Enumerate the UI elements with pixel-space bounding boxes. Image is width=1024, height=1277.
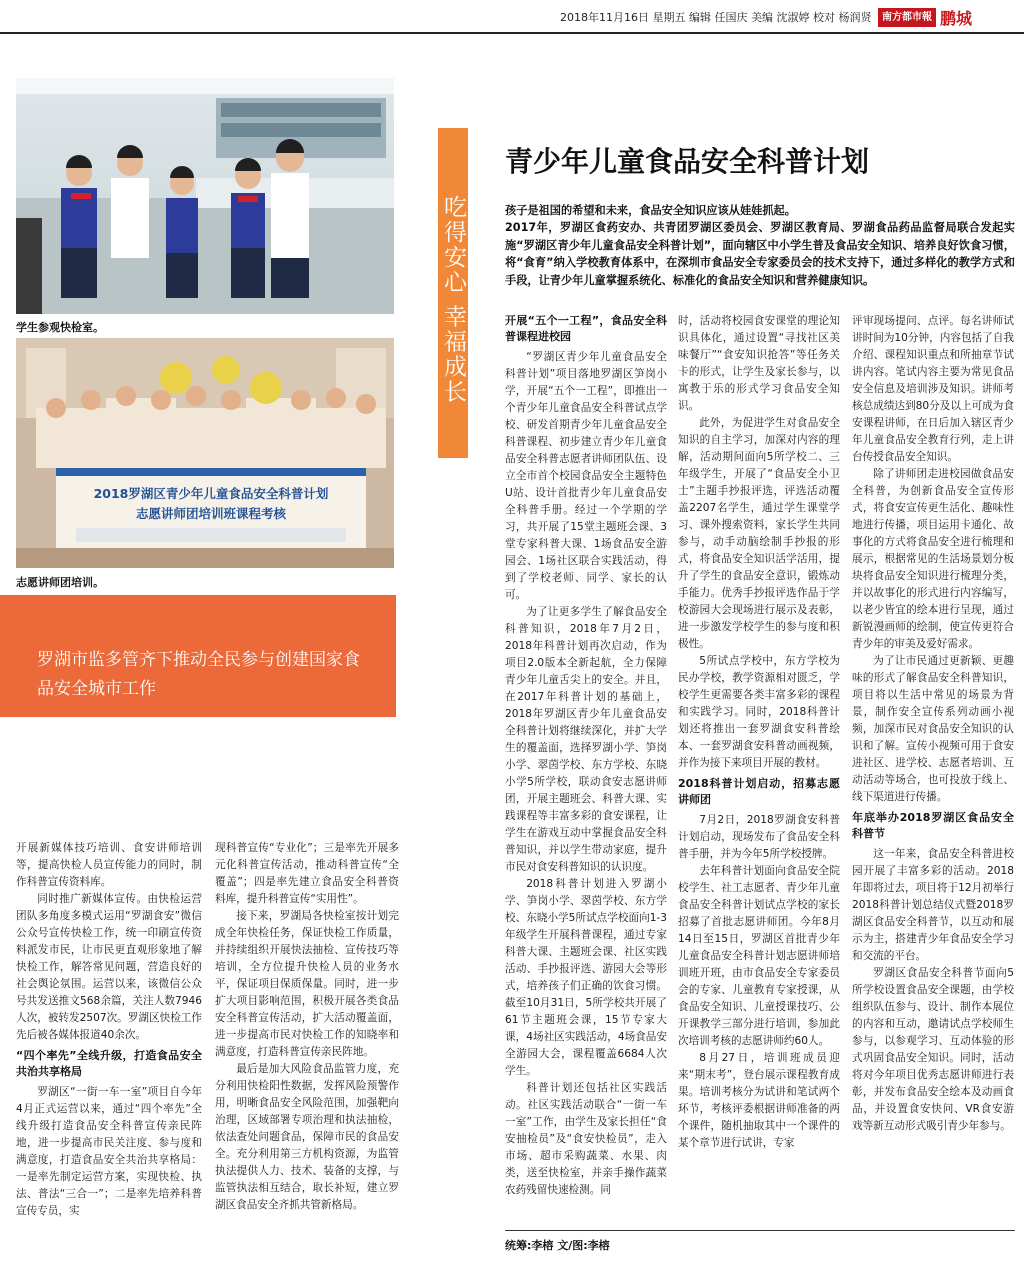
left-b-p2: 接下来，罗湖局各快检室按计划完成全年快检任务，保证快检工作质量，并持续组织开展快法抽检、宣传技巧等培训，全方位提升快检人员的业务水平，保证项目保质保量。同时，进一步扩大项目影响范围，积极开展各类食品安全科普宣传活动，扩大活动覆盖面，进一步提高市民对快检工作的知晓率和满意度，打造科普宣传亲民阵地。 [215,910,399,1058]
col2-p3: 5所试点学校中，东方学校为民办学校，教学资源相对匮乏，学校学生更需要各类丰富多彩的课程和实践学习。同时，2018科普计划还将推出一套罗湖食安科普绘本、一套罗湖食安科普动画视频，并作为接下来项目开展的教材。 [678,655,840,769]
main-column-2 [678,313,840,1223]
col2-p2: 此外，为促进学生对食品安全知识的自主学习，加深对内容的理解，活动期间面向5所学校二、三年级学生，开展了“食品安全小卫士”主题手抄报评选，评选活动覆盖2207名学生，通过学生课堂学习、课外搜索资料，家长学生共同参与，动手动脑绘制手抄报的形式，将食品安全知识活学活用，提升了学生的食品安全意识，锻炼动手能力。优秀手抄报评选作品于学校游园大会现场进行展示及表彰，进一步激发学校学生的参与度和积极性。 [678,417,840,650]
header-info: 2018年11月16日 星期五 编辑 任国庆 美编 沈淑婷 校对 杨润贤 [560,11,872,24]
lead-paragraph-1: 孩子是祖国的希望和未来，食品安全知识应该从娃娃抓起。 [505,204,796,217]
col2-p4: 7月2日，2018罗湖食安科普计划启动，现场发布了食品安全科普手册，并为今年5所学校授牌。 [678,814,840,860]
col2-heading: 2018科普计划启动，招募志愿讲师团 [678,777,840,806]
col3-p3: 为了让市民通过更新颖、更趣味的形式了解食品安全科普知识，项目将以生活中常见的场景为背景，制作安全宣传系列动画小视频，加深市民对食品安全知识的认识和了解。宣传小视频可用于食安进社区、进学校、志愿者培训、互动活动等场合，也可投放于线上、线下渠道进行传播。 [852,655,1014,803]
main-column-1 [505,313,667,1223]
vertical-slogan: 吃得安心 幸福成长 [438,128,468,458]
article-title: 青少年儿童食品安全科普计划 [505,145,870,178]
col1-heading: 开展“五个一工程”，食品安全科普课程进校园 [505,314,667,343]
photo2-caption: 志愿讲师团培训。 [16,576,104,589]
col1-p3: 2018科普计划进入罗湖小学、笋岗小学、翠茵学校、东方学校、东晓小学5所试点学校面向1-3年级学生开展科普课程，通过专家科普大课、主题班会课、社区实践活动、手抄报评选、游园大会等形式，培养孩子们正确的饮食习惯。截至10月31日，5所学校共开展了61节主题班会课，15节专家大课，4场社区实践活动，4场食品安全游园大会，课程覆盖6684人次学生。 [505,878,667,1077]
volunteer-training-photo [16,338,394,568]
main-column-3 [852,313,1014,1223]
left-b-p1: 现科普宣传“专业化”；三是率先开展多元化科普宣传活动，推动科普宣传“全覆盖”；四是率先建立食品安全科普资料库，提升科普宣传“实用性”。 [215,842,399,905]
col2-p1: 时，活动将校园食安课堂的理论知识具体化，通过设置“寻找社区美味餐厅”“食安知识抢答”等任务关卡的形式，让学生及家长参与，以寓教于乐的形式学习食品安全知识。 [678,315,840,412]
col2-p5: 去年科普计划面向食品安全院校学生、社工志愿者、青少年儿童食品安全科普计划试点学校的家长招募了首批志愿讲师团。今年8月14日至15日，罗湖区首批青少年儿童食品安全科普计划志愿讲师培训班开班，由市食品安全专家委员会的专家、儿童教育专家授课，从食品安全知识、儿童授课技巧、公开课教学三部分进行培训，参加此次培训考核的志愿讲师约60人。 [678,865,840,1047]
section-name: 鹏城 [940,9,973,28]
left-a-heading: “四个率先”全线升级，打造食品安全共治共享格局 [16,1049,202,1078]
article-lead [505,202,1015,289]
article-byline: 统筹:李榕 文/图:李榕 [505,1239,610,1252]
banner-line1: 2018罗湖区青少年儿童食品安全科普计划 [93,486,329,501]
lab-visit-photo [16,78,394,314]
col3-p1: 评审现场提问、点评。每名讲师试讲时间为10分钟，内容包括了自我介绍、课程知识重点和所抽章节试讲内容。笔试内容主要为常见食品安全信息及培训涉及知识。讲师考核总成绩达到80分及以上可成为食安课程讲师，在日后加入辖区青少年儿童食品安全教育行列，走上讲台传授食品安全知识。 [852,315,1014,463]
col3-p2: 除了讲师团走进校园做食品安全科普，为创新食品安全宣传形式，将食安宣传更生活化、趣味性地进行传播，项目运用卡通化、故事化的方式将食品安全进行梳理和展示，根据常见的生活场景划分板块将食品安全知识进行梳理分类，并以故事化的形式进行内容编写，以老少皆宜的绘本进行呈现，通过新锐漫画师的绘制，使宣传更符合青少年的审美及爱好需求。 [852,468,1014,650]
col1-p1: “罗湖区青少年儿童食品安全科普计划”项目落地罗湖区笋岗小学，开展“五个一工程”，即推出一个青少年儿童食品安全科普试点学校、研发首期青少年儿童食品安全科普课程、初步建立青少年儿童食品安全科普志愿者讲师团队伍、设立全市首个校园食品安全主题特色U站、设计首批青少年儿童食品安全科普手册。经过一个学期的学习，共开展了15堂主题班会课、3堂专家科普大课、1场食品安全游园会、1场社区联合实践活动，得到了学校老师、同学、家长的认可。 [505,351,667,601]
left-column-b [215,840,399,1245]
left-a-p1: 开展新媒体技巧培训、食安讲师培训等，提高快检人员宣传能力的同时，制作科普宣传资料库。 [16,842,202,888]
col1-p2: 为了让更多学生了解食品安全科普知识，2018年7月2日，2018年科普计划再次启动，作为项目2.0版本全新起航，全力保障青少年儿童舌尖上的安全。并且，在2017年科普计划的基础上，2018年罗湖区青少年儿童食品安全科普计划将继续深化，并扩大学生的覆盖面，选择罗湖小学、笋岗小学、翠茵学校、东方学校、东晓小学5所学校，联动食安志愿讲师团，开展主题班会、科普大课、实践课程等丰富多彩的食安课程，让学生在游戏互动中掌握食品安全科普知识，并以学生带动家庭，提升市民对食安科普知识的认识度。 [505,606,667,873]
left-b-p3: 最后是加大风险食品监管力度，充分利用快检阳性数据，发挥风险预警作用，明晰食品安全风险范围，加强靶向治理，区域部署专项治理和执法抽检，依法查处问题食品，保障市民的食品安全。充分利用第三方机构资源，为监管执法提供人力、技术、装备的支撑，与监管执法相互结合，取长补短，建立罗湖区食品安全齐抓共管新格局。 [215,1063,399,1211]
left-a-p2: 同时推广新媒体宣传。由快检运营团队多角度多模式运用“罗湖食安”微信公众号宣传快检工作，统一印刷宣传资料派发市民，让市民更直观形象地了解快检工作，解答常见问题，营造良好的社会舆论氛围。运营以来，该微信公众号共发送推文568余篇，关注人数7946人次，被转发2507次。罗湖区快检工作先后被各媒体报道40余次。 [16,893,202,1041]
byline-divider [505,1230,1015,1231]
col3-p5: 罗湖区食品安全科普节面向5所学校设置食品安全课题，由学校组织队伍参与、设计、制作本展位的内容和互动，邀请试点学校师生参与，以参观学习、互动体验的形式巩固食品安全知识。同时，活动将对今年项目优秀志愿讲师进行表彰，并发布食品安全绘本及动画食品，并设置食安快问、VR食安游戏等新互动形式吸引青少年参与。 [852,967,1014,1132]
page-header [0,0,1024,34]
col3-heading: 年底举办2018罗湖区食品安全科普节 [852,811,1014,840]
col3-p4: 这一年来，食品安全科普进校园开展了丰富多彩的活动。2018年即将过去，项目将于12月初举行2018科普计划总结仪式暨2018罗湖区食品安全科普节，以互动和展示为主，搭建青少年食品安全学习和交流的平台。 [852,848,1014,962]
left-a-p3: 罗湖区“一街一车一室”项目自今年4月正式运营以来，通过“四个率先”全线升级打造食品安全科普宣传亲民阵地，进一步提高市民关注度、参与度和满意度，打造食品安全共治共享格局：一是率先制定运营方案，实现快检、执法、普法“三合一”；二是率先培养科普宣传专员，实 [16,1086,202,1217]
photo1-caption: 学生参观快检室。 [16,321,104,334]
newspaper-logo: 南方都市報 [878,8,936,27]
banner-line2: 志愿讲师团培训班课程考核 [135,506,287,521]
lead-paragraph-2: 2017年，罗湖区食药安办、共青团罗湖区委员会、罗湖区教育局、罗湖食品药品监督局联合发起实施“罗湖区青少年儿童食品安全科普计划”，面向辖区中小学生普及食品安全知识、培养良好饮食习惯，将“食育”纳入学校教育体系中，在深圳市食品安全专家委员会的技术支持下，通过多样化的教学方式和手段，让青少年儿童掌握系统化、标准化的食品安全知识和营养健康知识。 [505,221,1015,287]
left-column-a [16,840,202,1245]
promo-text: 罗湖市监多管齐下推动全民参与创建国家食品安全城市工作 [37,650,360,699]
col1-p4: 科普计划还包括社区实践活动。社区实践活动联合“一街一车一室”工作，由学生及家长担任“食安抽检员”及“食安快检员”，走入市场、超市采购蔬菜、水果、肉类，送至快检室，并亲手操作蔬菜农药残留快速检测。同 [505,1082,667,1196]
col2-p6: 8月27日，培训班成员迎来“期末考”，登台展示课程教育成果。培训考核分为试讲和笔试两个环节，考核评委根据讲师准备的两个课件，随机抽取其中一个课件的某个章节进行试讲，专家 [678,1052,840,1149]
